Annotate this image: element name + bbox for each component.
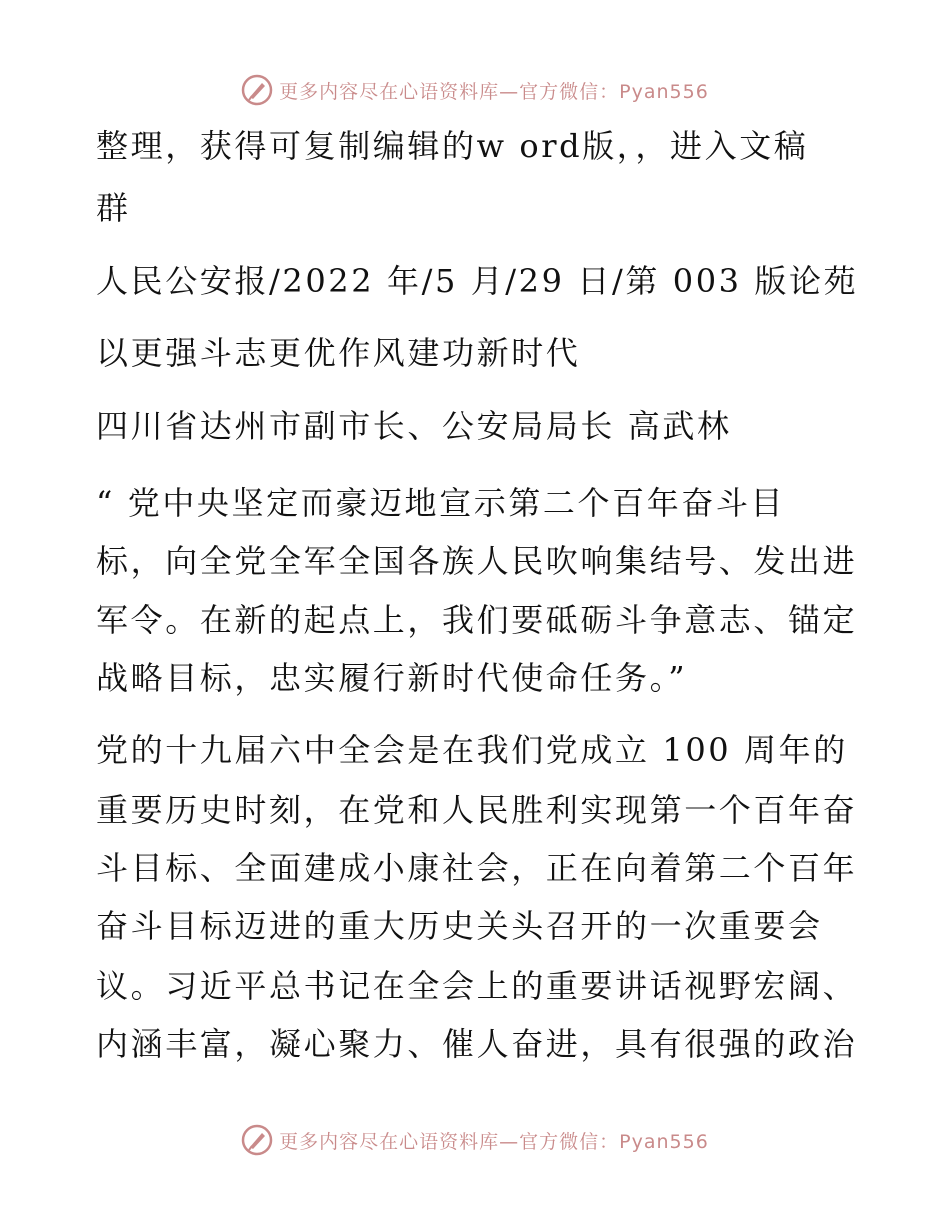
article-title: 以更强斗志更优作风建功新时代 — [96, 334, 581, 372]
paragraph-line: 议。习近平总书记在全会上的重要讲话视野宏阔、 — [96, 967, 858, 1005]
quill-logo-icon — [241, 74, 273, 106]
publication-info: 人民公安报/2022 年/5 月/29 日/第 003 版论苑 — [96, 262, 859, 300]
quote-line: 军令。在新的起点上，我们要砥砺斗争意志、锚定 — [96, 601, 858, 639]
watermark-text: 更多内容尽在心语资料库—官方微信：Pyan556 — [279, 1130, 709, 1153]
text-line: 群 — [96, 189, 131, 227]
footer-watermark — [0, 1120, 950, 1160]
text-line: 整理，获得可复制编辑的w ord版，，进入文稿 — [96, 127, 809, 165]
quill-logo-icon — [241, 1124, 273, 1156]
article-author: 四川省达州市副市长、公安局局长 高武林 — [96, 407, 732, 445]
quote-line: 标，向全党全军全国各族人民吹响集结号、发出进 — [96, 542, 858, 580]
paragraph-line: 内涵丰富，凝心聚力、催人奋进，具有很强的政治 — [96, 1025, 858, 1063]
paragraph-line: 重要历史时刻，在党和人民胜利实现第一个百年奋 — [96, 791, 858, 829]
paragraph-line: 党的十九届六中全会是在我们党成立 100 周年的 — [96, 731, 848, 769]
watermark-text: 更多内容尽在心语资料库—官方微信：Pyan556 — [279, 80, 709, 103]
quote-line: 战略目标，忠实履行新时代使命任务。” — [96, 659, 688, 697]
paragraph-line: 奋斗目标迈进的重大历史关头召开的一次重要会 — [96, 907, 823, 945]
header-watermark — [0, 70, 950, 110]
quote-line: “ 党中央坚定而豪迈地宣示第二个百年奋斗目 — [96, 484, 786, 522]
paragraph-line: 斗目标、全面建成小康社会，正在向着第二个百年 — [96, 849, 858, 887]
